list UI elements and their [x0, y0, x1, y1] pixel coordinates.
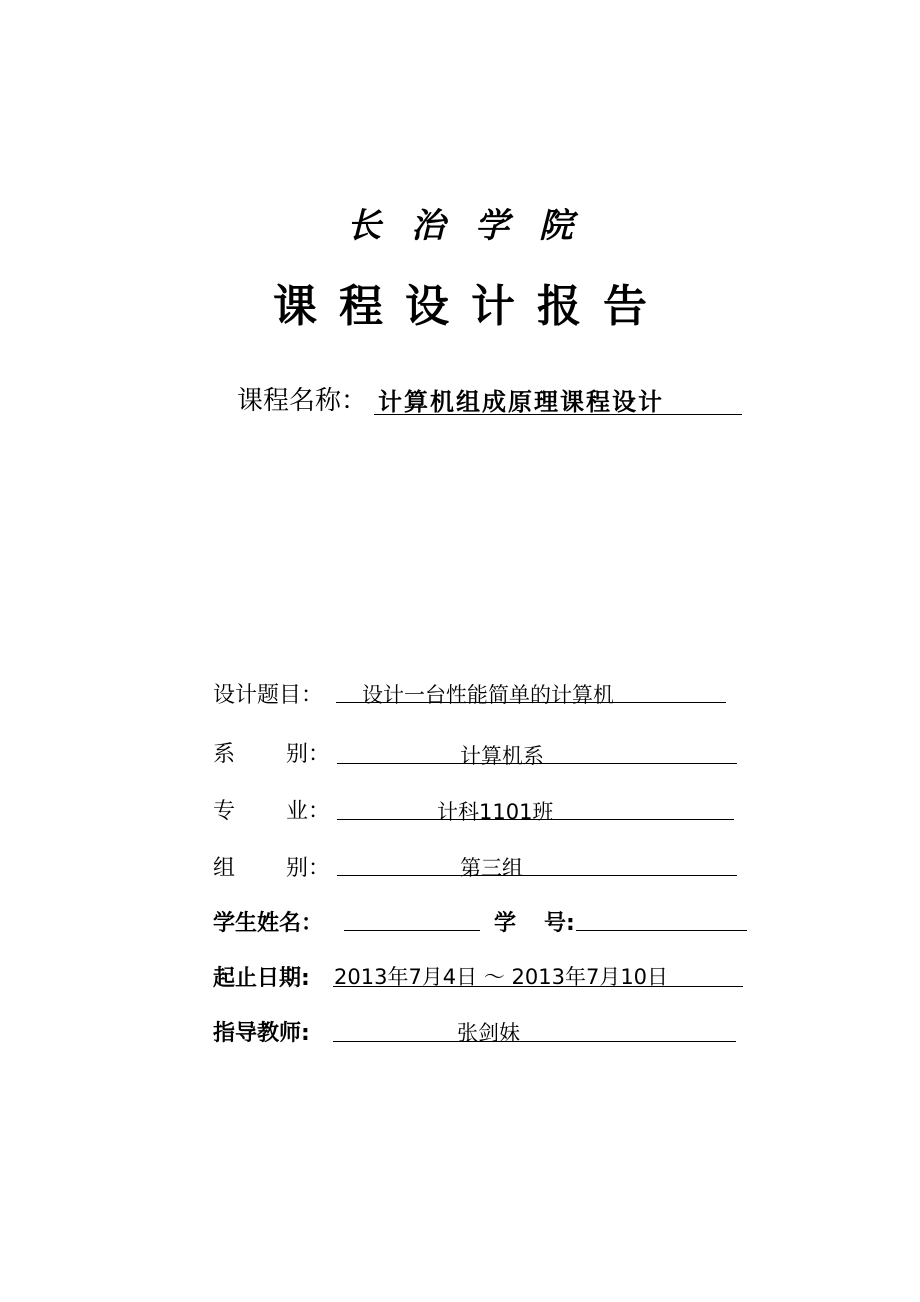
student-name-label: 学生姓名： [213, 911, 324, 936]
course-name-label: 课程名称： [237, 386, 368, 416]
major-value: 计科1101班 [437, 800, 554, 824]
advisor-value: 张剑妹 [457, 1021, 520, 1045]
report-title: 课程设计报告 [273, 281, 669, 332]
department-underline [337, 763, 737, 764]
department-label-b: 别： [286, 742, 331, 767]
department-value: 计算机系 [460, 744, 544, 768]
major-label-a: 专 [213, 799, 236, 824]
topic-label: 设计题目： [213, 683, 324, 708]
group-underline [337, 875, 737, 876]
date-label: 起止日期: [213, 966, 310, 991]
major-label-b: 业： [286, 799, 331, 824]
department-label-a: 系 [213, 742, 236, 767]
advisor-underline [333, 1041, 736, 1042]
group-label-b: 别： [286, 856, 331, 881]
student-id-underline [576, 930, 747, 931]
student-name-underline [344, 930, 480, 931]
topic-underline [336, 702, 726, 703]
date-value: 2013年7月4日 ～ 2013年7月10日 [334, 965, 669, 989]
date-underline [333, 986, 743, 987]
course-name-underline [374, 414, 742, 415]
group-label-a: 组 [213, 856, 236, 881]
course-name-value: 计算机组成原理课程设计 [378, 388, 664, 416]
student-id-label-b: 号: [544, 911, 575, 936]
topic-value: 设计一台性能简单的计算机 [362, 683, 614, 707]
student-id-label-a: 学 [494, 911, 517, 936]
group-value: 第三组 [460, 856, 523, 880]
major-underline [337, 819, 734, 820]
advisor-label: 指导教师: [213, 1021, 310, 1046]
school-name: 长治学院 [347, 206, 603, 246]
